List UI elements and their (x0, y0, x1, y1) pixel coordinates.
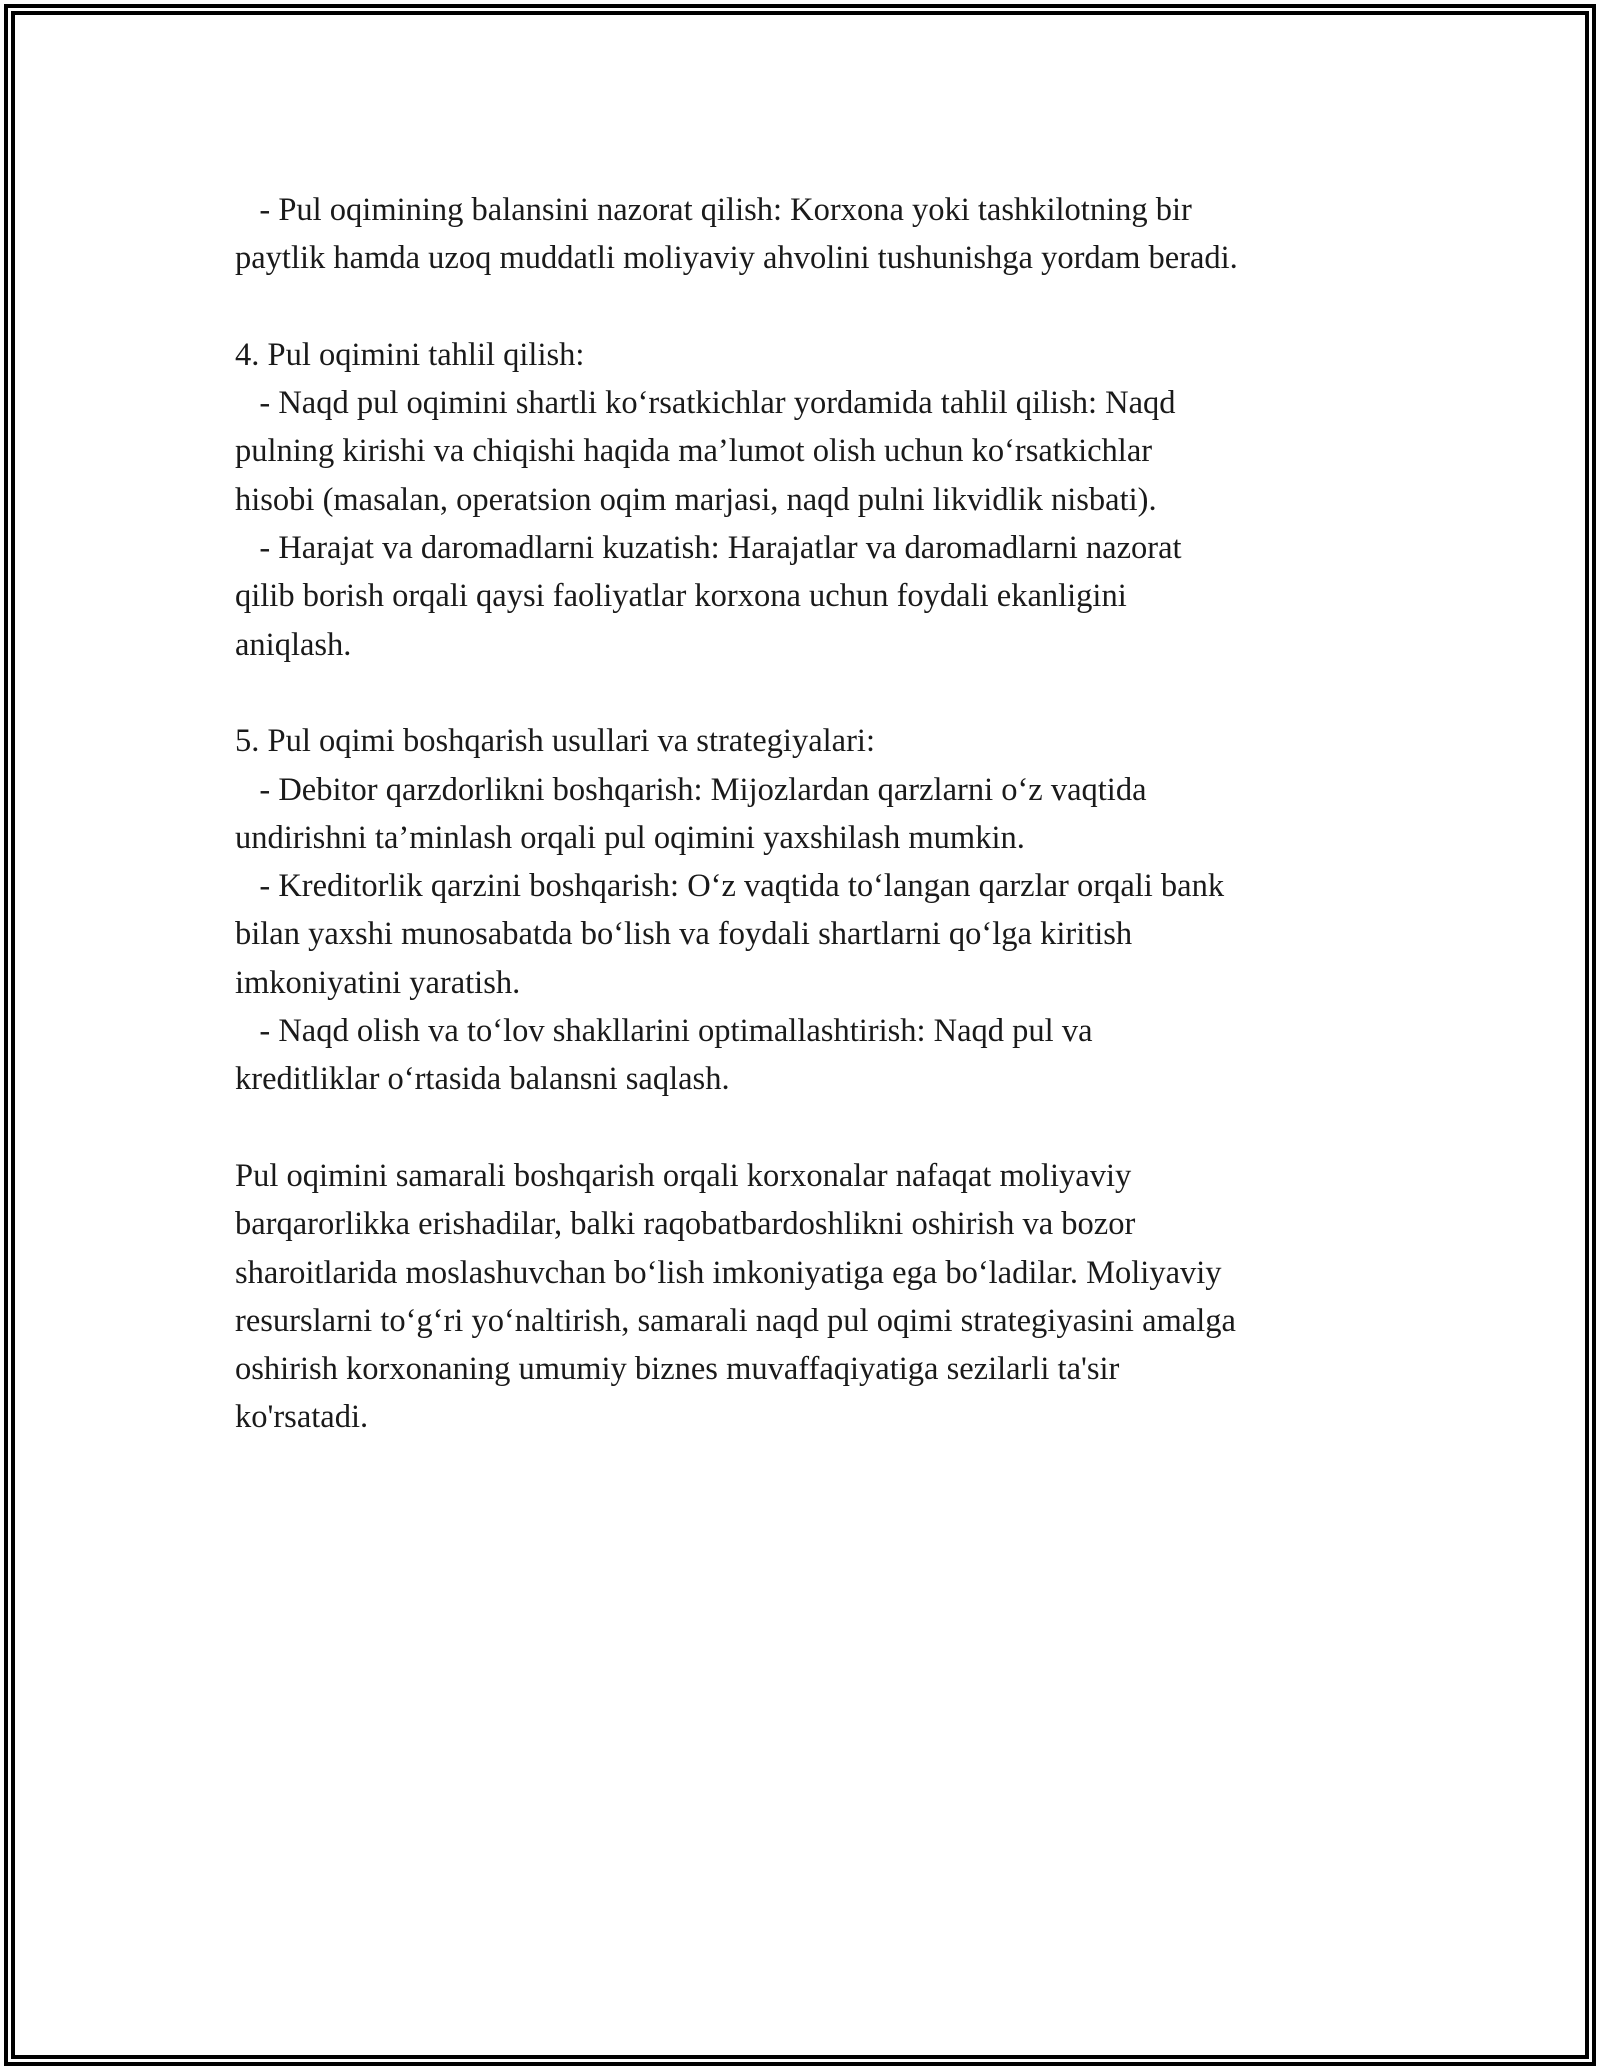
section-cash-flow-analysis (235, 331, 1395, 669)
paragraph-conclusion (235, 1152, 1395, 1442)
text-line: barqarorlikka erishadilar, balki raqobatbardoshlikni oshirish va bozor (235, 1206, 1136, 1243)
text-line: resurslarni to‘g‘ri yo‘naltirish, samarali naqd pul oqimi strategiyasini amalga (235, 1302, 1236, 1339)
paragraph-spacer (235, 283, 1395, 331)
text-line: paytlik hamda uzoq muddatli moliyaviy ahvolini tushunishga yordam beradi. (235, 240, 1238, 277)
text-line: kreditliklar o‘rtasida balansni saqlash. (235, 1061, 730, 1098)
text-line: - Kreditorlik qarzini boshqarish: O‘z vaqtida to‘langan qarzlar orqali bank (235, 868, 1225, 905)
text-line: pulning kirishi va chiqishi haqida ma’lumot olish uchun ko‘rsatkichlar (235, 433, 1153, 470)
text-line: Pul oqimini samarali boshqarish orqali korxonalar nafaqat moliyaviy (235, 1157, 1132, 1194)
text-line: bilan yaxshi munosabatda bo‘lish va foydali shartlarni qo‘lga kiritish (235, 916, 1133, 953)
text-line: - Pul oqimining balansini nazorat qilish: Korxona yoki tashkilotning bir (235, 192, 1192, 228)
text-line: hisobi (masalan, operatsion oqim marjasi, naqd pulni likvidlik nisbati). (235, 481, 1157, 518)
text-line: imkoniyatini yaratish. (235, 964, 521, 1001)
text-line: ko'rsatadi. (235, 1399, 369, 1436)
document-body (235, 186, 1395, 1442)
text-line: sharoitlarida moslashuvchan bo‘lish imkoniyatiga ega bo‘ladilar. Moliyaviy (235, 1254, 1222, 1291)
section-heading: 5. Pul oqimi boshqarish usullari va strategiyalari: (235, 723, 875, 760)
text-line: oshirish korxonaning umumiy biznes muvaffaqiyatiga sezilarli ta'sir (235, 1351, 1120, 1388)
section-heading: 4. Pul oqimini tahlil qilish: (235, 336, 585, 373)
text-line: aniqlash. (235, 626, 352, 663)
paragraph-spacer (235, 669, 1395, 717)
text-line: - Naqd olish va to‘lov shakllarini optimallashtirish: Naqd pul va (235, 1013, 1093, 1050)
text-line: undirishni ta’minlash orqali pul oqimini yaxshilash mumkin. (235, 819, 1025, 856)
text-line: - Harajat va daromadlarni kuzatish: Harajatlar va daromadlarni nazorat (235, 530, 1182, 567)
text-line: qilib borish orqali qaysi faoliyatlar korxona uchun foydali ekanligini (235, 578, 1127, 615)
text-line: - Debitor qarzdorlikni boshqarish: Mijozlardan qarzlarni o‘z vaqtida (235, 771, 1147, 808)
text-line: - Naqd pul oqimini shartli ko‘rsatkichlar yordamida tahlil qilish: Naqd (235, 385, 1176, 422)
section-cash-flow-strategies (235, 717, 1395, 1103)
paragraph-cash-flow-balance-control (235, 186, 1395, 283)
paragraph-spacer (235, 1104, 1395, 1152)
